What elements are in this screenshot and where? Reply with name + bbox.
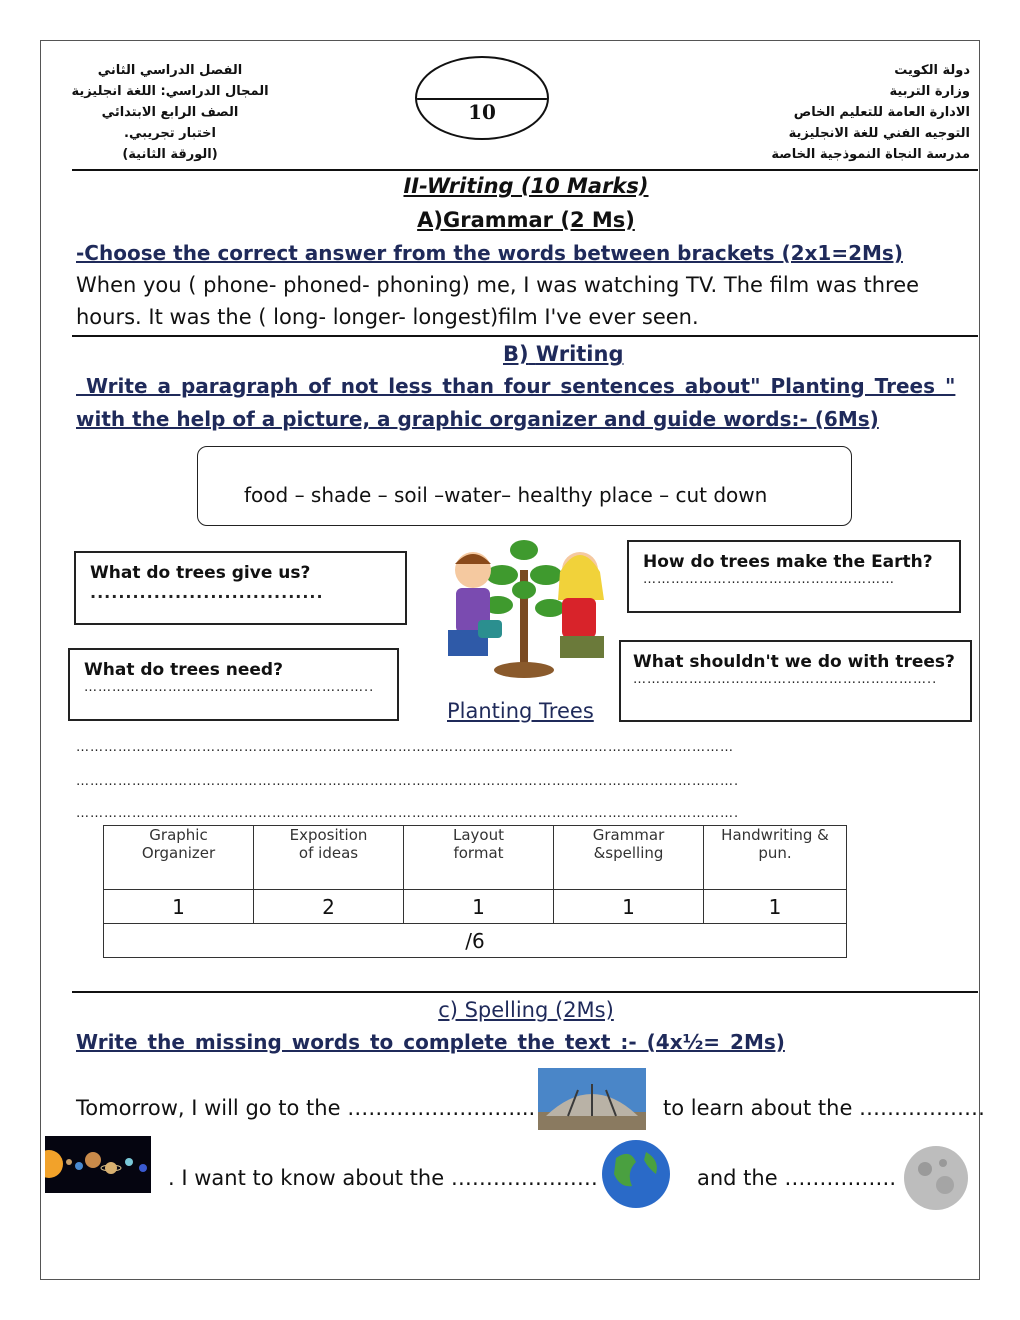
writing-instruction: Write a paragraph of not less than four sentences about" Planting Trees ": [76, 374, 956, 398]
picture-caption: Planting Trees: [447, 699, 594, 723]
answer-line[interactable]: ………………………………………………………..: [633, 672, 938, 687]
header-left: [70, 60, 270, 165]
total-mark: 10: [468, 100, 496, 124]
organizer-question: What shouldn't we do with trees?: [633, 652, 955, 672]
solar-system-picture: [45, 1136, 151, 1193]
writing-line[interactable]: …………………………………………………………………………………………………………………………….: [76, 806, 740, 821]
header-line: الفصل الدراسي الثاني: [97, 63, 243, 78]
earth-picture: [596, 1138, 676, 1210]
writing-instruction: with the help of a picture, a graphic organizer and guide words:- (6Ms): [76, 407, 879, 431]
mark-circle: [415, 56, 549, 140]
guide-words: food – shade – soil –water– healthy place – cut down: [244, 483, 768, 507]
planetarium-picture: [538, 1068, 646, 1130]
divider: [72, 991, 978, 993]
header-line: التوجيه الفني للغة الانجليزية: [788, 126, 970, 141]
writing-line[interactable]: ……………………………………………………………………………………………………………………………: [76, 740, 734, 755]
guide-words-box: [197, 446, 852, 526]
spelling-sentence[interactable]: and the …………….: [697, 1166, 896, 1190]
rubric-header: Exposition of ideas: [254, 826, 404, 890]
divider: [72, 169, 978, 171]
header-line: (الورقة الثانية): [122, 147, 218, 162]
rubric-mark: 1: [404, 890, 554, 924]
answer-line[interactable]: ……………………………………………………..: [84, 680, 375, 695]
header-line: الادارة العامة للتعليم الخاص: [793, 105, 970, 120]
writing-title: Writing: [535, 342, 624, 366]
spelling-instruction: Write the missing words to complete the text :- (4x½= 2Ms): [76, 1030, 785, 1054]
spelling-sentence[interactable]: . I want to know about the …………………: [168, 1166, 598, 1190]
writing-line[interactable]: …………………………………………………………………………………………………………………………….: [76, 774, 740, 789]
spelling-title: c) Spelling (2Ms): [438, 998, 614, 1022]
organizer-question: What do trees need?: [84, 660, 283, 680]
moon-picture: [903, 1145, 969, 1211]
answer-line[interactable]: ………………………………………………: [643, 572, 895, 587]
rubric-header: Handwriting & pun.: [704, 826, 847, 890]
section-title: II-Writing (10 Marks): [403, 174, 649, 198]
rubric-header: Grammar &spelling: [554, 826, 704, 890]
rubric-header: Graphic Organizer: [104, 826, 254, 890]
organizer-box: [74, 551, 407, 625]
rubric-total: /6: [104, 924, 847, 958]
organizer-box: [68, 648, 399, 721]
organizer-question: How do trees make the Earth?: [643, 552, 933, 572]
header-line: دولة الكويت: [894, 63, 970, 78]
spelling-sentence[interactable]: Tomorrow, I will go to the ……………………...: [76, 1096, 536, 1120]
writing-letter: B): [503, 342, 529, 366]
rubric-table: [103, 825, 847, 958]
organizer-question: What do trees give us?: [90, 563, 311, 583]
header-line: المجال الدراسي: اللغة انجليزية: [71, 84, 269, 99]
rubric-mark: 2: [254, 890, 404, 924]
answer-line[interactable]: .................................: [90, 583, 324, 602]
grammar-instruction: -Choose the correct answer from the words between brackets (2x1=2Ms): [76, 241, 903, 265]
grammar-sentence: hours. It was the ( long- longer- longest)film I've ever seen.: [76, 305, 699, 329]
rubric-header: Layout format: [404, 826, 554, 890]
planting-trees-picture: [438, 530, 610, 690]
organizer-box: [619, 640, 972, 722]
divider: [72, 335, 978, 337]
header-line: اختبار تجريبي.: [124, 126, 216, 141]
organizer-box: [627, 540, 961, 613]
header-right: [771, 60, 970, 165]
header-line: مدرسة النجاة النموذجية الخاصة: [771, 147, 970, 162]
grammar-title: A)Grammar (2 Ms): [417, 208, 635, 232]
header-line: وزارة التربية: [889, 84, 970, 99]
header-line: الصف الرابع الابتدائي: [101, 105, 239, 120]
grammar-sentence: When you ( phone- phoned- phoning) me, I was watching TV. The film was three: [76, 273, 920, 297]
rubric-mark: 1: [704, 890, 847, 924]
spelling-sentence[interactable]: to learn about the ………………: [663, 1096, 986, 1120]
rubric-mark: 1: [554, 890, 704, 924]
rubric-mark: 1: [104, 890, 254, 924]
